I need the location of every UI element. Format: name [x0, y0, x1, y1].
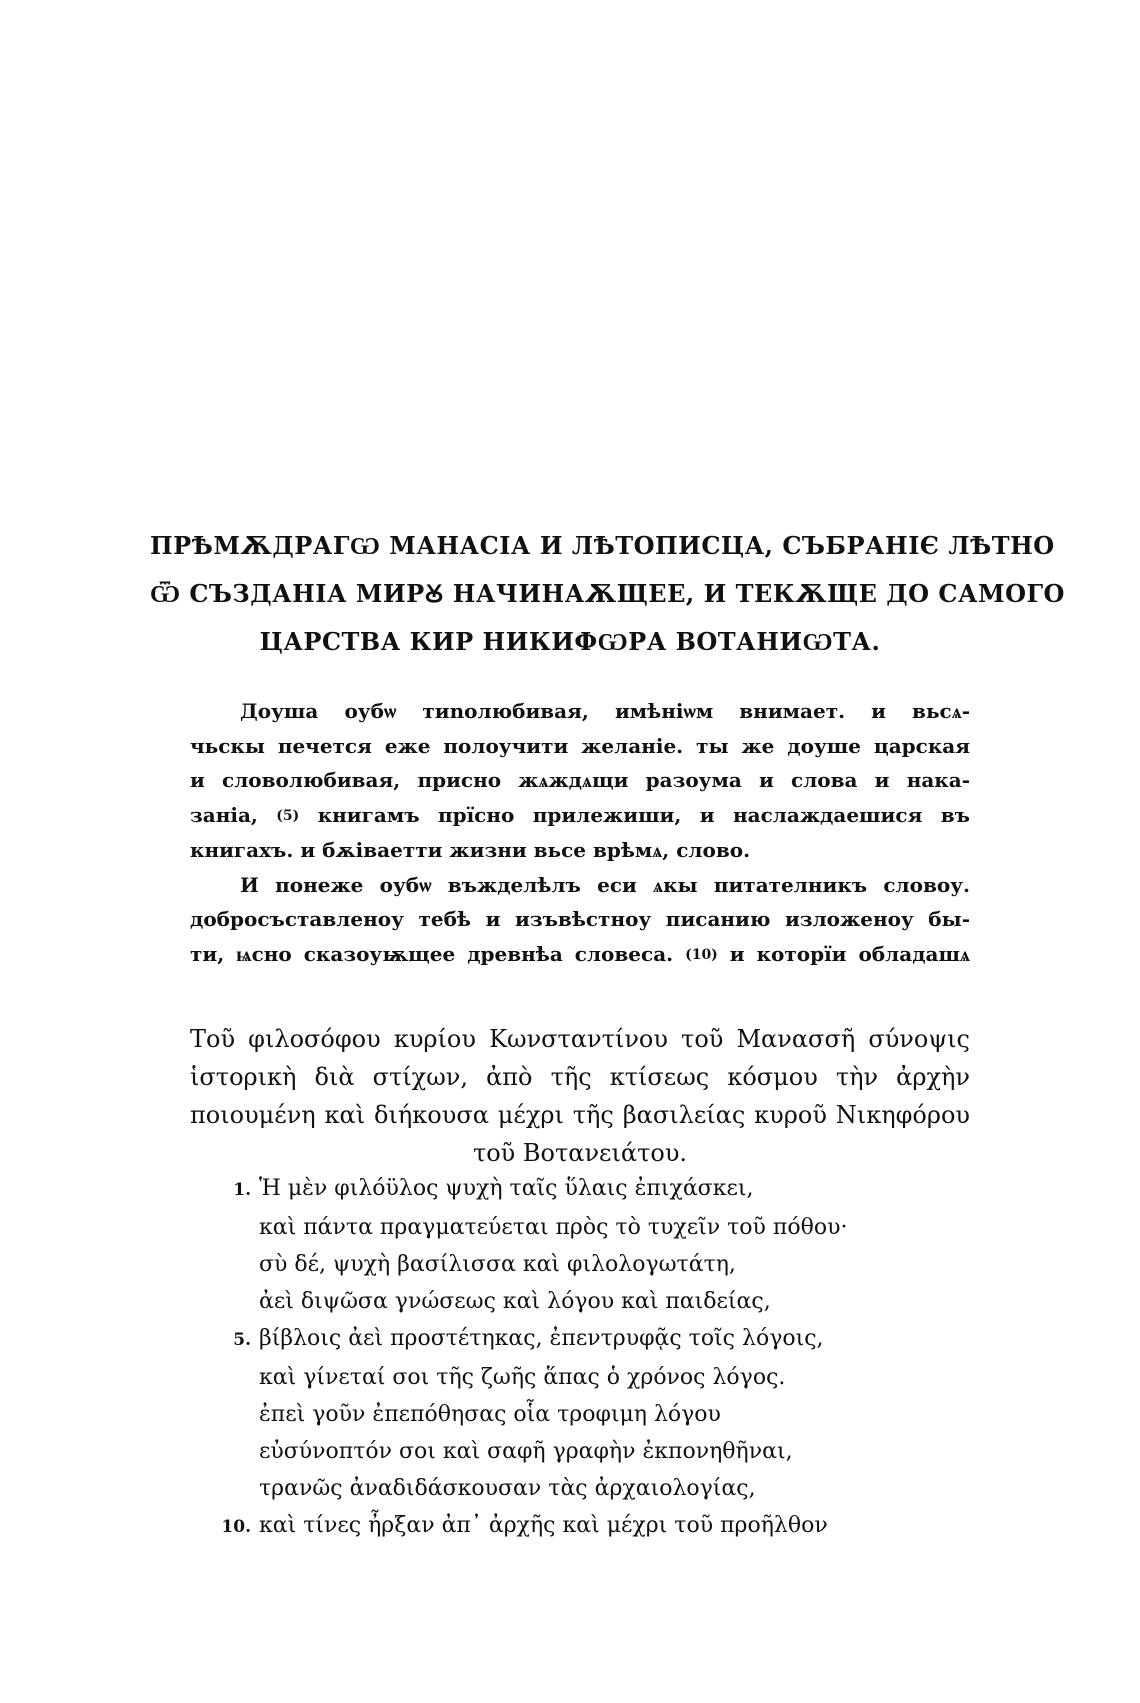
verse-text: εὐσύνοπτόν σοι καὶ σαφῆ γραφὴν ἐκπονηθῆναι,	[259, 1439, 793, 1464]
slavonic-text-fragment: книгамъ прїсно прилежиши, и наслаждаешися въ	[299, 802, 970, 827]
slavonic-text-line: добросъставленоу тебѣ и изъвѣстноу писанию изложеноу бы-	[190, 907, 970, 931]
line-marker: (5)	[276, 807, 300, 824]
slavonic-text-line	[190, 937, 970, 973]
greek-title	[190, 1020, 970, 1172]
verse-text: σὺ δέ, ψυχὴ βασίλισσα καὶ φιλολογωτάτη,	[259, 1252, 736, 1277]
slavonic-text-line	[190, 798, 970, 834]
verse-text: καὶ γίνεταί σοι τῆς ζωῆς ἅπας ὁ χρόνος λόγος.	[259, 1365, 786, 1390]
verse-text: καὶ πάντα πραγματεύεται πρὸς τὸ τυχεῖν τοῦ πόθου·	[259, 1215, 848, 1240]
slavonic-title-line: ПРѢМѪДРАГѠ МАНАСІА И ЛѢТОПИСЦА, СЪБРАНІЄ ЛѢТНО	[150, 531, 1055, 560]
greek-title-line: Τοῦ φιλοσόφου κυρίου Κωνσταντίνου τοῦ Μανασσῆ σύνοψις	[190, 1025, 970, 1053]
slavonic-text-line: И понеже оубѡ въжделѣлъ еси ѧкы питателникъ словоу.	[240, 872, 970, 897]
verse-text: βίβλοις ἀεὶ προστέτηκας, ἐπεντρυφᾷς τοῖς λόγοις,	[259, 1326, 824, 1351]
slavonic-text-line: книгахъ. и бѫіваетти жизни вьсе врѣмѧ, слово.	[190, 838, 751, 862]
greek-verses	[205, 1170, 965, 1546]
verse-text: καὶ τίνες ἦρξαν ἀπ᾽ ἀρχῆς καὶ μέχρι τοῦ προῆλθον	[259, 1513, 828, 1538]
verse-line	[205, 1359, 965, 1396]
slavonic-text	[190, 694, 970, 972]
greek-title-line: ἱστορικὴ διὰ στίχων, ἀπὸ τῆς κτίσεως κόσμου τὴν ἀρχὴν	[190, 1063, 970, 1091]
line-marker: (10)	[685, 946, 718, 963]
verse-text: Ἡ μὲν φιλόϋλος ψυχὴ ταῖς ὕλαις ἐπιχάσκει,	[259, 1176, 754, 1201]
greek-title-line: τοῦ Βοτανειάτου.	[472, 1139, 688, 1167]
greek-title-line: ποιουμένη καὶ διήκουσα μέχρι τῆς βασιλείας κυροῦ Νικηφόρου	[190, 1101, 970, 1129]
verse-number: 5.	[233, 1330, 251, 1350]
slavonic-title	[150, 522, 1065, 666]
verse-text: ἐπεὶ γοῦν ἐπεπόθησας οἷα τροφιμη λόγου	[259, 1402, 721, 1427]
slavonic-text-fragment: и которїи обладашѧ	[717, 941, 970, 966]
verse-line	[205, 1507, 965, 1546]
slavonic-text-fragment: ти, ѩсно сказоуѭщее древнѣа словеса.	[190, 941, 686, 966]
verse-number: 1.	[233, 1180, 251, 1200]
verse-number: 10.	[221, 1517, 251, 1537]
slavonic-title-line: Ѿ СЪЗДАНІА МИРꙊ НАЧИНАѪЩЕЕ, И ТЕКѪЩЕ ДО САМОГО	[150, 579, 1065, 608]
slavonic-text-fragment: заніа,	[190, 802, 277, 827]
verse-text: ἀεὶ διψῶσα γνώσεως καὶ λόγου καὶ παιδείας,	[259, 1289, 771, 1314]
slavonic-text-line: Доуша оубѡ тиnолюбивая, имѣніѡм внимает. и вьсѧ-	[240, 699, 970, 723]
verse-line	[205, 1433, 965, 1470]
verse-line	[205, 1470, 965, 1507]
slavonic-title-line: ЦАРСТВА КИР НИКИФѠРА ВОТАНИѠТА.	[259, 627, 881, 656]
verse-line	[205, 1396, 965, 1433]
verse-text: τρανῶς ἀναδιδάσκουσαν τὰς ἀρχαιολογίας,	[259, 1476, 756, 1501]
slavonic-text-line: и словолюбивая, присно жѧждѧщи разоума и слова и нака-	[190, 768, 970, 792]
slavonic-text-line: чьскы печется еже полоучити желаніе. ты же доуше царская	[190, 733, 970, 758]
verse-line	[205, 1170, 965, 1209]
verse-line	[205, 1246, 965, 1283]
verse-line	[205, 1320, 965, 1359]
verse-line	[205, 1209, 965, 1246]
verse-line	[205, 1283, 965, 1320]
